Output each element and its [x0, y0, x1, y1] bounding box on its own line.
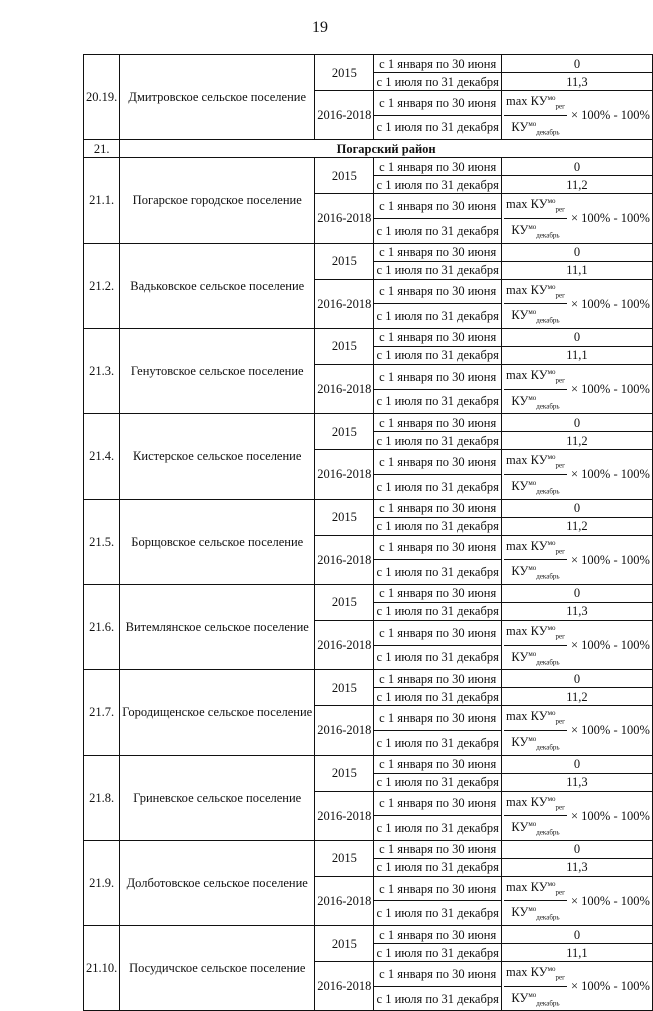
section-number: 21. — [84, 140, 120, 158]
formula — [504, 280, 650, 328]
period-cell: с 1 июля по 31 декабря — [374, 730, 501, 755]
period-cell: с 1 июля по 31 декабря — [374, 901, 501, 926]
settlement-name: Генутовское сельское поселение — [120, 328, 315, 413]
value-cell: 0 — [501, 414, 652, 432]
value-cell: 11,2 — [501, 688, 652, 706]
formula-cell — [501, 194, 652, 243]
value-cell: 0 — [501, 158, 652, 176]
year-cell: 2015 — [315, 243, 374, 279]
period-cell: с 1 июля по 31 декабря — [374, 432, 501, 450]
period-cell: с 1 июля по 31 декабря — [374, 474, 501, 499]
year-cell: 2015 — [315, 55, 374, 91]
formula-cell — [501, 876, 652, 925]
year-cell: 2016-2018 — [315, 194, 374, 243]
period-cell: с 1 января по 30 июня — [374, 755, 501, 773]
period-cell: с 1 июля по 31 декабря — [374, 986, 501, 1011]
formula-denominator: $КУ^{мо}_{декабрь}$ — [511, 119, 560, 137]
period-cell: с 1 января по 30 июня — [374, 876, 501, 901]
period-cell: с 1 января по 30 июня — [374, 55, 501, 73]
formula-numerator: $\max КУ^{мо}_{рег}$ — [504, 91, 567, 116]
year-cell: 2016-2018 — [315, 876, 374, 925]
year-cell: 2015 — [315, 414, 374, 450]
value-cell: 11,1 — [501, 346, 652, 364]
year-cell: 2015 — [315, 840, 374, 876]
tariff-table — [83, 54, 653, 1011]
entry-number: 21.8. — [84, 755, 120, 840]
period-cell: с 1 января по 30 июня — [374, 584, 501, 602]
formula-denominator: $КУ^{мо}_{декабрь}$ — [511, 478, 560, 496]
value-cell: 11,1 — [501, 261, 652, 279]
year-cell: 2016-2018 — [315, 706, 374, 755]
entry-number: 21.2. — [84, 243, 120, 328]
year-cell: 2016-2018 — [315, 364, 374, 413]
table-row — [84, 414, 653, 432]
formula-denominator: $КУ^{мо}_{декабрь}$ — [511, 820, 560, 837]
period-cell: с 1 июля по 31 декабря — [374, 944, 501, 962]
formula-denominator: $КУ^{мо}_{декабрь}$ — [511, 734, 560, 752]
table-row — [84, 243, 653, 261]
settlement-name: Борщовское сельское поселение — [120, 499, 315, 584]
value-cell: 0 — [501, 243, 652, 261]
settlement-name: Витемлянское сельское поселение — [120, 584, 315, 669]
entry-number: 21.10. — [84, 926, 120, 1011]
value-cell: 0 — [501, 55, 652, 73]
period-cell: с 1 января по 30 июня — [374, 328, 501, 346]
year-cell: 2016-2018 — [315, 91, 374, 140]
formula-fraction — [504, 877, 567, 925]
period-cell: с 1 января по 30 июня — [374, 620, 501, 645]
formula-denominator: $КУ^{мо}_{декабрь}$ — [511, 308, 560, 325]
formula-tail: × 100% - 100% — [571, 296, 650, 311]
period-cell: с 1 июля по 31 декабря — [374, 389, 501, 414]
period-cell: с 1 января по 30 июня — [374, 450, 501, 475]
settlement-name: Долботовское сельское поселение — [120, 840, 315, 925]
table-row — [84, 328, 653, 346]
entry-number: 21.9. — [84, 840, 120, 925]
entry-number: 21.5. — [84, 499, 120, 584]
formula-tail: × 100% - 100% — [571, 893, 650, 908]
year-cell: 2016-2018 — [315, 450, 374, 499]
formula-fraction — [504, 792, 567, 840]
value-cell: 11,3 — [501, 773, 652, 791]
formula-numerator: $\max КУ^{мо}_{рег}$ — [504, 536, 567, 561]
period-cell: с 1 июля по 31 декабря — [374, 560, 501, 585]
formula — [504, 450, 650, 498]
section-title: Погарский район — [120, 140, 653, 158]
period-cell: с 1 июля по 31 декабря — [374, 517, 501, 535]
period-cell: с 1 января по 30 июня — [374, 279, 501, 304]
settlement-name: Вадьковское сельское поселение — [120, 243, 315, 328]
section-row — [84, 140, 653, 158]
period-cell: с 1 июля по 31 декабря — [374, 688, 501, 706]
formula-denominator: $КУ^{мо}_{декабрь}$ — [511, 564, 560, 581]
formula-fraction — [504, 450, 567, 498]
formula-numerator: $\max КУ^{мо}_{рег}$ — [504, 365, 567, 390]
formula-fraction — [504, 280, 567, 328]
value-cell: 11,3 — [501, 73, 652, 91]
year-cell: 2015 — [315, 926, 374, 962]
formula-tail: × 100% - 100% — [571, 808, 650, 823]
year-cell: 2016-2018 — [315, 791, 374, 840]
period-cell: с 1 июля по 31 декабря — [374, 602, 501, 620]
value-cell: 0 — [501, 926, 652, 944]
settlement-name: Городищенское сельское поселение — [120, 670, 315, 755]
period-cell: с 1 января по 30 июня — [374, 91, 501, 116]
formula-tail: × 100% - 100% — [571, 211, 650, 226]
value-cell: 11,2 — [501, 432, 652, 450]
formula — [504, 365, 650, 413]
period-cell: с 1 июля по 31 декабря — [374, 816, 501, 841]
year-cell: 2016-2018 — [315, 279, 374, 328]
table-row — [84, 755, 653, 773]
value-cell: 0 — [501, 840, 652, 858]
period-cell: с 1 июля по 31 декабря — [374, 773, 501, 791]
year-cell: 2015 — [315, 158, 374, 194]
formula-fraction — [504, 91, 567, 139]
value-cell: 0 — [501, 755, 652, 773]
table-row — [84, 158, 653, 176]
value-cell: 11,2 — [501, 176, 652, 194]
period-cell: с 1 июля по 31 декабря — [374, 115, 501, 140]
formula — [504, 536, 650, 584]
settlement-name: Погарское городское поселение — [120, 158, 315, 243]
formula-numerator: $\max КУ^{мо}_{рег}$ — [504, 450, 567, 475]
formula-cell — [501, 450, 652, 499]
formula-cell — [501, 962, 652, 1011]
formula-numerator: $\max КУ^{мо}_{рег}$ — [504, 621, 567, 646]
table-row — [84, 499, 653, 517]
entry-number: 21.1. — [84, 158, 120, 243]
period-cell: с 1 января по 30 июня — [374, 840, 501, 858]
formula-numerator: $\max КУ^{мо}_{рег}$ — [504, 194, 567, 219]
period-cell: с 1 января по 30 июня — [374, 414, 501, 432]
settlement-name: Дмитровское сельское поселение — [120, 55, 315, 140]
entry-number: 21.4. — [84, 414, 120, 499]
formula-cell — [501, 620, 652, 669]
formula-tail: × 100% - 100% — [571, 382, 650, 397]
entry-number: 20.19. — [84, 55, 120, 140]
formula-denominator: $КУ^{мо}_{декабрь}$ — [511, 990, 560, 1008]
table-row — [84, 584, 653, 602]
value-cell: 0 — [501, 328, 652, 346]
formula-fraction — [504, 706, 567, 754]
period-cell: с 1 июля по 31 декабря — [374, 261, 501, 279]
value-cell: 11,3 — [501, 602, 652, 620]
formula-tail: × 100% - 100% — [571, 638, 650, 653]
formula-tail: × 100% - 100% — [571, 108, 650, 123]
year-cell: 2016-2018 — [315, 962, 374, 1011]
formula-denominator: $КУ^{мо}_{декабрь}$ — [511, 649, 560, 667]
entry-number: 21.6. — [84, 584, 120, 669]
value-cell: 11,2 — [501, 517, 652, 535]
period-cell: с 1 января по 30 июня — [374, 364, 501, 389]
formula-numerator: $\max КУ^{мо}_{рег}$ — [504, 877, 567, 902]
formula-fraction — [504, 365, 567, 413]
formula-numerator: $\max КУ^{мо}_{рег}$ — [504, 280, 567, 305]
table-row — [84, 840, 653, 858]
formula — [504, 194, 650, 242]
formula-denominator: $КУ^{мо}_{декабрь}$ — [511, 393, 560, 411]
formula — [504, 792, 650, 840]
formula-tail: × 100% - 100% — [571, 467, 650, 482]
period-cell: с 1 июля по 31 декабря — [374, 176, 501, 194]
formula — [504, 91, 650, 139]
entry-number: 21.7. — [84, 670, 120, 755]
period-cell: с 1 января по 30 июня — [374, 194, 501, 219]
value-cell: 0 — [501, 499, 652, 517]
period-cell: с 1 января по 30 июня — [374, 926, 501, 944]
settlement-name: Посудичское сельское поселение — [120, 926, 315, 1011]
formula-numerator: $\max КУ^{мо}_{рег}$ — [504, 706, 567, 731]
formula-cell — [501, 791, 652, 840]
value-cell: 11,1 — [501, 944, 652, 962]
tariff-table-body — [84, 55, 653, 1011]
formula-fraction — [504, 194, 567, 242]
table-row — [84, 55, 653, 73]
year-cell: 2015 — [315, 328, 374, 364]
period-cell: с 1 января по 30 июня — [374, 499, 501, 517]
formula — [504, 962, 650, 1010]
year-cell: 2016-2018 — [315, 620, 374, 669]
page-number: 19 — [312, 19, 328, 36]
formula-cell — [501, 279, 652, 328]
formula-tail: × 100% - 100% — [571, 723, 650, 738]
year-cell: 2015 — [315, 499, 374, 535]
year-cell: 2015 — [315, 670, 374, 706]
formula-fraction — [504, 962, 567, 1010]
formula-fraction — [504, 536, 567, 584]
period-cell: с 1 января по 30 июня — [374, 158, 501, 176]
table-row — [84, 670, 653, 688]
formula — [504, 706, 650, 754]
period-cell: с 1 июля по 31 декабря — [374, 346, 501, 364]
period-cell: с 1 июля по 31 декабря — [374, 73, 501, 91]
entry-number: 21.3. — [84, 328, 120, 413]
formula-tail: × 100% - 100% — [571, 552, 650, 567]
settlement-name: Кистерское сельское поселение — [120, 414, 315, 499]
formula-cell — [501, 364, 652, 413]
period-cell: с 1 июля по 31 декабря — [374, 304, 501, 329]
period-cell: с 1 января по 30 июня — [374, 670, 501, 688]
value-cell: 0 — [501, 584, 652, 602]
formula — [504, 877, 650, 925]
formula-cell — [501, 706, 652, 755]
formula-cell — [501, 91, 652, 140]
formula-numerator: $\max КУ^{мо}_{рег}$ — [504, 962, 567, 987]
formula-denominator: $КУ^{мо}_{декабрь}$ — [511, 905, 560, 923]
formula-numerator: $\max КУ^{мо}_{рег}$ — [504, 792, 567, 817]
formula-fraction — [504, 621, 567, 669]
formula-tail: × 100% - 100% — [571, 979, 650, 994]
period-cell: с 1 июля по 31 декабря — [374, 645, 501, 670]
settlement-name: Гриневское сельское поселение — [120, 755, 315, 840]
period-cell: с 1 января по 30 июня — [374, 535, 501, 560]
period-cell: с 1 июля по 31 декабря — [374, 218, 501, 243]
period-cell: с 1 июля по 31 декабря — [374, 858, 501, 876]
period-cell: с 1 января по 30 июня — [374, 962, 501, 987]
year-cell: 2015 — [315, 755, 374, 791]
year-cell: 2016-2018 — [315, 535, 374, 584]
period-cell: с 1 января по 30 июня — [374, 706, 501, 731]
formula — [504, 621, 650, 669]
year-cell: 2015 — [315, 584, 374, 620]
value-cell: 0 — [501, 670, 652, 688]
period-cell: с 1 января по 30 июня — [374, 791, 501, 816]
table-row — [84, 926, 653, 944]
formula-cell — [501, 535, 652, 584]
formula-denominator: $КУ^{мо}_{декабрь}$ — [511, 222, 560, 240]
value-cell: 11,3 — [501, 858, 652, 876]
period-cell: с 1 января по 30 июня — [374, 243, 501, 261]
